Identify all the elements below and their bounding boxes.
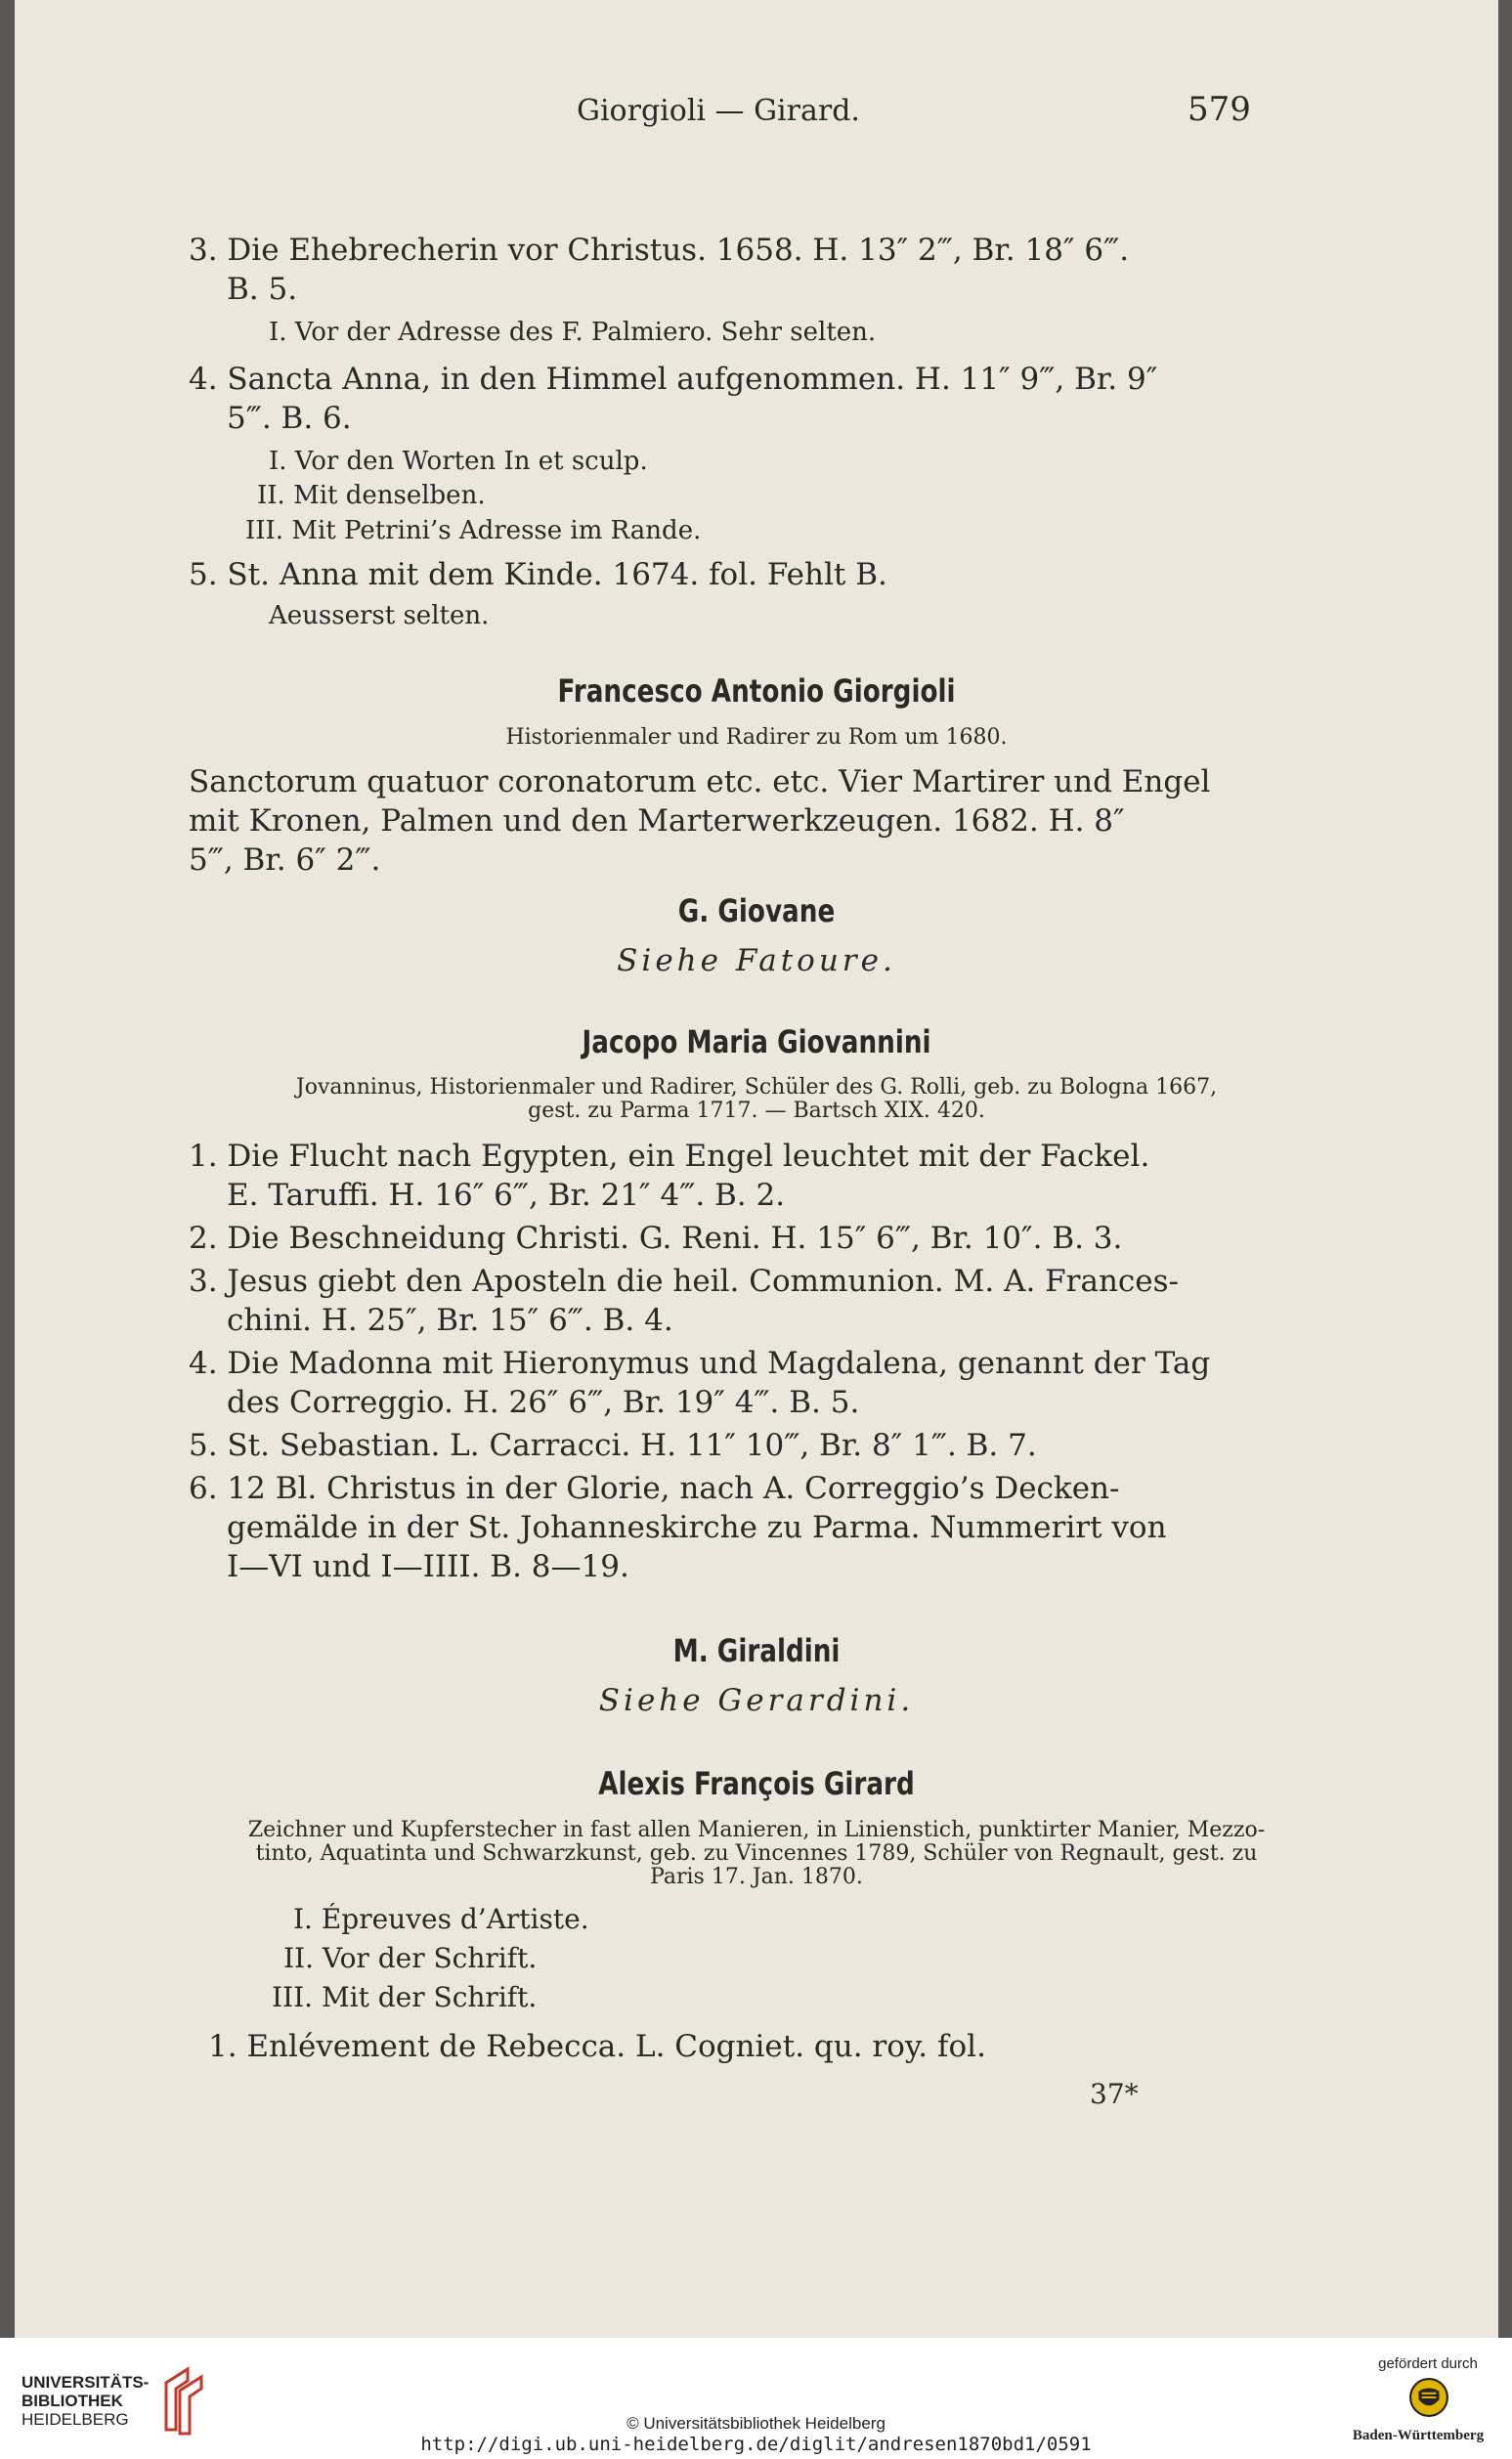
- entry-line: 4. Die Madonna mit Hieronymus und Magdalena, genannt der Tag: [189, 1346, 1211, 1381]
- artist-heading: Jacopo Maria Giovannini: [582, 1023, 931, 1060]
- entry-state: III. Mit der Schrift.: [272, 1981, 538, 2013]
- entry-line: chini. H. 25″, Br. 15″ 6‴. B. 4.: [227, 1303, 673, 1338]
- logo-line: HEIDELBERG: [22, 2410, 129, 2429]
- entry-line: B. 5.: [227, 272, 298, 307]
- entry-line: 5. St. Sebastian. L. Carracci. H. 11″ 10‴, Br. 8″ 1‴. B. 7.: [189, 1428, 1037, 1463]
- entry-state: Aeusserst selten.: [269, 601, 490, 630]
- entry-state: II. Mit denselben.: [257, 481, 486, 510]
- signature-mark: 37*: [1090, 2078, 1139, 2110]
- artist-heading: Francesco Antonio Giorgioli: [557, 672, 956, 710]
- entry-line: mit Kronen, Palmen und den Marterwerkzeugen. 1682. H. 8″: [189, 803, 1125, 839]
- artist-subtitle: Jovanninus, Historienmaler und Radirer, Schüler des G. Rolli, geb. zu Bologna 1667,: [295, 1075, 1218, 1100]
- entry-line: 2. Die Beschneidung Christi. G. Reni. H. 15″ 6‴, Br. 10″. B. 3.: [189, 1221, 1123, 1256]
- footer-bar: [0, 2338, 1512, 2459]
- entry-line: I—VI und I—IIII. B. 8—19.: [227, 1549, 629, 1584]
- page-number: 579: [1188, 90, 1251, 129]
- entry-line: 4. Sancta Anna, in den Himmel aufgenommen. H. 11″ 9‴, Br. 9″: [189, 362, 1158, 397]
- artist-heading: M. Giraldini: [672, 1632, 841, 1669]
- artist-subtitle: gest. zu Parma 1717. — Bartsch XIX. 420.: [528, 1099, 985, 1123]
- sponsor-name: Baden-Württemberg: [1352, 2428, 1485, 2443]
- artist-subtitle: Paris 17. Jan. 1870.: [650, 1865, 863, 1889]
- entry-line: des Correggio. H. 26″ 6‴, Br. 19″ 4‴. B. 5.: [227, 1385, 860, 1420]
- artist-subtitle: Historienmaler und Radirer zu Rom um 1680.: [505, 725, 1008, 750]
- artist-heading: G. Giovane: [677, 892, 836, 929]
- entry-state: III. Mit Petrini’s Adresse im Rande.: [245, 516, 702, 545]
- entry-line: 5‴, Br. 6″ 2‴.: [189, 842, 381, 878]
- logo-line: BIBLIOTHEK: [22, 2392, 123, 2410]
- entry-line: 3. Die Ehebrecherin vor Christus. 1658. H. 13″ 2‴, Br. 18″ 6‴.: [189, 233, 1130, 268]
- entry-state: I. Épreuves d’Artiste.: [293, 1903, 589, 1935]
- logo-line: UNIVERSITÄTS-: [22, 2373, 150, 2392]
- entry-line: Sanctorum quatuor coronatorum etc. etc. Vier Martirer und Engel: [189, 764, 1211, 799]
- entry-line: 5. St. Anna mit dem Kinde. 1674. fol. Fehlt B.: [189, 557, 887, 592]
- source-url-link[interactable]: http://digi.ub.uni-heidelberg.de/diglit/andresen1870bd1/0591: [420, 2434, 1092, 2455]
- entry-state: I. Vor der Adresse des F. Palmiero. Sehr selten.: [269, 318, 877, 347]
- entry-state: II. Vor der Schrift.: [283, 1942, 538, 1974]
- entry-line: 6. 12 Bl. Christus in der Glorie, nach A. Correggio’s Decken-: [189, 1471, 1120, 1506]
- copyright-text: © Universitätsbibliothek Heidelberg: [626, 2414, 886, 2433]
- see-reference: Siehe Fatoure.: [617, 943, 896, 978]
- entry-line: 1. Die Flucht nach Egypten, ein Engel leuchtet mit der Fackel.: [189, 1139, 1150, 1174]
- entry-line: gemälde in der St. Johanneskirche zu Parma. Nummerirt von: [227, 1510, 1167, 1545]
- entry-line: 5‴. B. 6.: [227, 401, 352, 436]
- sponsor-label: gefördert durch: [1378, 2355, 1478, 2372]
- state-coat-of-arms-icon: [1408, 2377, 1449, 2418]
- running-header: Giorgioli — Girard.: [577, 94, 860, 128]
- document-page: [15, 0, 1498, 2338]
- entry-line: 3. Jesus giebt den Aposteln die heil. Communion. M. A. Frances-: [189, 1264, 1180, 1299]
- artist-subtitle: Zeichner und Kupferstecher in fast allen Manieren, in Linienstich, punktirter Manier, Mezzo-: [247, 1818, 1266, 1842]
- see-reference: Siehe Gerardini.: [598, 1683, 915, 1718]
- entry-line: E. Taruffi. H. 16″ 6‴, Br. 21″ 4‴. B. 2.: [227, 1178, 786, 1213]
- entry-state: I. Vor den Worten In et sculp.: [269, 447, 648, 476]
- artist-subtitle: tinto, Aquatinta und Schwarzkunst, geb. zu Vincennes 1789, Schüler von Regnault, gest. zu: [255, 1841, 1258, 1866]
- artist-heading: Alexis François Girard: [598, 1765, 915, 1802]
- entry-line: 1. Enlévement de Rebecca. L. Cogniet. qu. roy. fol.: [208, 2029, 986, 2064]
